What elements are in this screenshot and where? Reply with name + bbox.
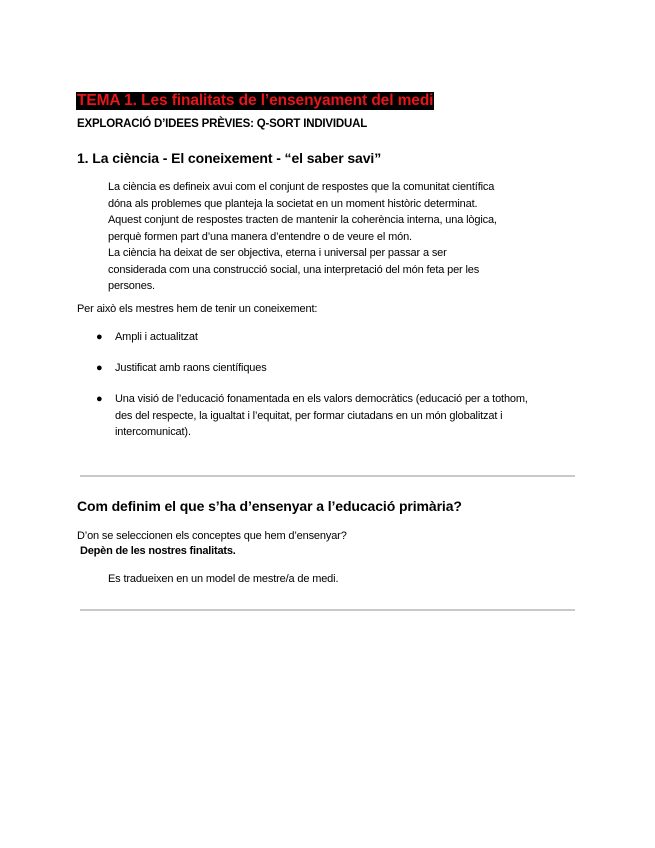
section-2-answer: Depèn de les nostres finalitats. (80, 545, 236, 557)
list-item-text (115, 329, 585, 346)
bullet-icon: ● (96, 331, 103, 343)
paragraph-line: dóna als problemes que planteja la societat en un moment històric determinat. (108, 197, 478, 210)
bullet-icon: ● (96, 362, 103, 374)
list-item-line: des del respecte, la igualtat i l’equitat, per formar ciutadans en un món globalitzat i (115, 409, 503, 422)
section-2-translation: Es tradueixen en un model de mestre/a de medi. (108, 573, 339, 585)
list-item-text (115, 360, 585, 377)
list-item-line: Ampli i actualitzat (115, 331, 198, 343)
list-item-line: Justificat amb raons científiques (115, 362, 267, 374)
list-item-line: Una visió de l’educació fonamentada en els valors democràtics (educació per a tothom, (115, 393, 528, 405)
horizontal-divider (80, 609, 575, 611)
section-1-paragraph (108, 179, 578, 295)
paragraph-line: La ciència es defineix avui com el conjunt de respostes que la comunitat científica (108, 181, 495, 193)
horizontal-divider (80, 475, 575, 477)
paragraph-line: persones. (108, 280, 155, 292)
paragraph-line: perquè formen part d’una manera d’entendre o de veure el món. (108, 230, 412, 243)
knowledge-intro: Per això els mestres hem de tenir un coneixement: (77, 303, 318, 315)
paragraph-line: considerada com una construcció social, una interpretació del món feta per les (108, 263, 480, 276)
document-title: TEMA 1. Les finalitats de l’ensenyament del medi (77, 92, 434, 109)
list-item-line: intercomunicat). (115, 426, 191, 438)
paragraph-line: La ciència ha deixat de ser objectiva, eterna i universal per passar a ser (108, 247, 447, 259)
paragraph-line: Aquest conjunt de respostes tracten de mantenir la coherència interna, una lògica, (108, 214, 497, 226)
section-2-question: D’on se seleccionen els conceptes que hem d’ensenyar? (77, 530, 347, 542)
document-subtitle: EXPLORACIÓ D’IDEES PRÈVIES: Q-SORT INDIVIDUAL (77, 118, 368, 130)
section-2-heading: Com definim el que s’ha d’ensenyar a l’educació primària? (77, 498, 462, 514)
section-1-heading: 1. La ciència - El coneixement - “el saber savi” (77, 150, 382, 166)
bullet-icon: ● (96, 393, 103, 405)
list-item-text (115, 391, 585, 441)
